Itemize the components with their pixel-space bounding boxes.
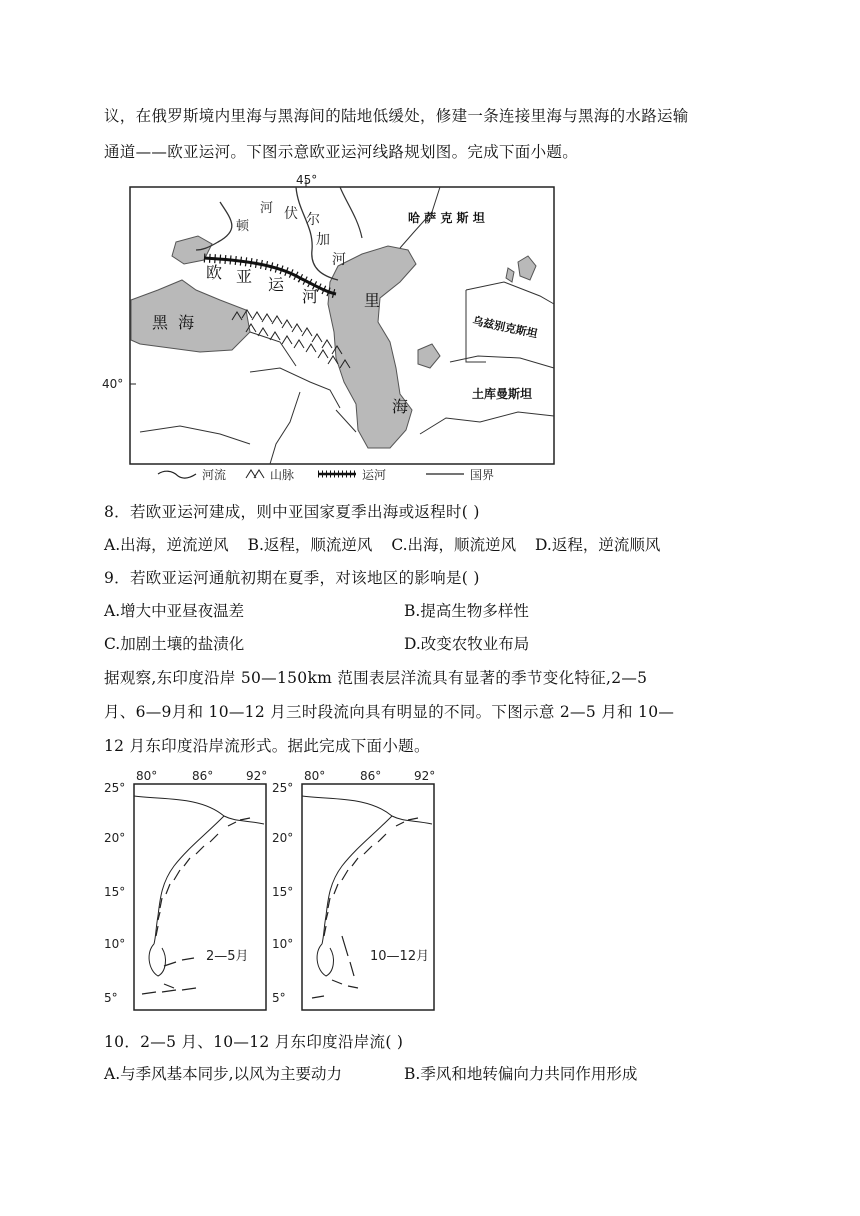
east-india-current-maps: [104, 766, 444, 1012]
lat-15-right: 15°: [272, 885, 294, 899]
legend-river-symbol: [158, 471, 196, 478]
q8-stem: 8．若欧亚运河建成，则中亚国家夏季出海或返程时( ): [104, 503, 480, 521]
volga-label-4: 河: [332, 252, 346, 268]
lat-15-left: 15°: [104, 885, 126, 899]
q10-option-a[interactable]: A.与季风基本同步,以风为主要动力: [104, 1065, 343, 1083]
volga-label-3: 加: [316, 232, 330, 248]
uzbekistan-label: 乌兹别克斯坦: [471, 314, 539, 341]
q10-stem: 10．2—5 月、10—12 月东印度沿岸流( ): [104, 1033, 404, 1051]
legend-river: 河流: [202, 468, 227, 482]
don-label-1: 顿: [236, 219, 250, 234]
canal-label-4: 河: [302, 287, 319, 306]
lat-10-left: 10°: [104, 937, 126, 951]
map-legend: [158, 467, 494, 482]
q8-option-d[interactable]: D.返程，逆流顺风: [535, 536, 661, 554]
lat-20-left: 20°: [104, 831, 126, 845]
q8-option-a[interactable]: A.出海，逆流逆风: [104, 536, 229, 554]
lat-20-right: 20°: [272, 831, 294, 845]
eurasia-canal-map: [100, 172, 560, 484]
q9-option-d[interactable]: D.改变农牧业布局: [404, 635, 530, 653]
left-period-label: 2—5月: [206, 949, 249, 964]
lat-45-label: 45°: [296, 173, 318, 187]
volga-label-2: 尔: [306, 212, 320, 228]
lat-10-right: 10°: [272, 937, 294, 951]
canal-label-3: 运: [268, 275, 285, 294]
lon-92-right: 92°: [414, 769, 436, 783]
lat-25-left: 25°: [104, 781, 126, 795]
caspian-label-1: 里: [364, 291, 381, 310]
q9-option-c[interactable]: C.加剧土壤的盐渍化: [104, 635, 245, 653]
legend-canal: 运河: [362, 468, 387, 482]
q8-options: [104, 533, 674, 555]
volga-label-1: 伏: [284, 206, 298, 222]
q8-option-c[interactable]: C.出海，顺流逆风: [391, 536, 517, 554]
turkmenistan-label: 土库曼斯坦: [472, 387, 533, 401]
current-map-right: [272, 769, 435, 1010]
kazakhstan-label: 哈 萨 克 斯 坦: [408, 211, 485, 225]
intro-line-2: 通道——欧亚运河。下图示意欧亚运河线路规划图。完成下面小题。: [104, 143, 579, 161]
q9-options-row-1: [104, 599, 258, 621]
don-label-2: 河: [260, 201, 274, 216]
lon-80-right: 80°: [304, 769, 326, 783]
lon-86-left: 86°: [192, 769, 214, 783]
intro2-line-1: 据观察,东印度沿岸 50—150km 范围表层洋流具有显著的季节变化特征,2—5: [104, 669, 648, 687]
q8-option-b[interactable]: B.返程，顺流逆风: [247, 536, 373, 554]
q9-stem: 9．若欧亚运河通航初期在夏季，对该地区的影响是( ): [104, 569, 480, 587]
lon-86-right: 86°: [360, 769, 382, 783]
current-map-left: [104, 769, 267, 1010]
lon-92-left: 92°: [246, 769, 268, 783]
black-sea-label: 黑 海: [152, 313, 195, 332]
canal-label-2: 亚: [236, 267, 253, 286]
caspian-label-2: 海: [392, 397, 409, 416]
lat-5-right: 5°: [272, 991, 286, 1005]
canal-label-1: 欧: [206, 263, 223, 282]
lon-80-left: 80°: [136, 769, 158, 783]
legend-border: 国界: [470, 468, 495, 482]
legend-mountain: 山脉: [270, 468, 295, 482]
intro2-line-2: 月、6—9月和 10—12 月三时段流向具有明显的不同。下图示意 2—5 月和 10—: [104, 703, 675, 721]
intro-line-1: 议，在俄罗斯境内里海与黑海间的陆地低缓处，修建一条连接里海与黑海的水路运输: [104, 107, 689, 125]
lat-40-label: 40°: [102, 377, 124, 391]
intro2-line-3: 12 月东印度沿岸流形式。据此完成下面小题。: [104, 737, 430, 755]
q9-options-row-2: [104, 632, 258, 654]
right-period-label: 10—12月: [370, 949, 430, 964]
q9-option-b[interactable]: B.提高生物多样性: [404, 602, 529, 620]
q10-option-b[interactable]: B.季风和地转偏向力共同作用形成: [404, 1065, 638, 1083]
lat-5-left: 5°: [104, 991, 118, 1005]
legend-mountain-symbol: [246, 470, 264, 478]
lat-25-right: 25°: [272, 781, 294, 795]
q9-option-a[interactable]: A.增大中亚昼夜温差: [104, 602, 245, 620]
